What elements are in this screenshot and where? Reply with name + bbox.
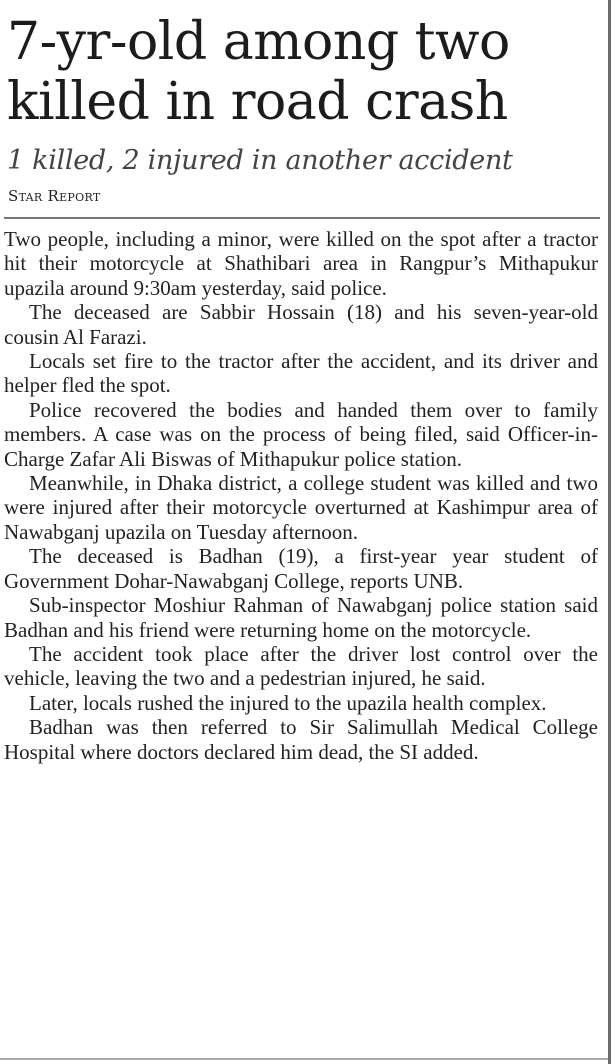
body-paragraph: Meanwhile, in Dhaka district, a college student was killed and two were injured after their motorcycle overturned at Kashimpur area of Nawabganj upazila on Tuesday afternoon. [4, 471, 598, 544]
headline: 7-yr-old among two killed in road crash [7, 12, 510, 132]
column-rule [608, 0, 611, 1064]
body-paragraph: The accident took place after the driver lost control over the vehicle, leaving the two and a pedestrian injured, he said. [4, 641, 598, 691]
article-body [4, 227, 598, 764]
body-paragraph: Two people, including a minor, were killed on the spot after a tractor hit their motorcycle at Shathibari area in Rangpur’s Mithapukur upazila around 9:30am yesterday, said police. [4, 227, 598, 300]
body-paragraph: Sub-inspector Moshiur Rahman of Nawabganj police station said Badhan and his friend were returning home on the motorcycle. [4, 593, 598, 642]
subheadline: 1 killed, 2 injured in another accident [7, 145, 513, 176]
body-paragraph: The deceased are Sabbir Hossain (18) and his seven-year-old cousin Al Farazi. [4, 300, 598, 349]
body-paragraph: Later, locals rushed the injured to the upazila health complex. [29, 690, 547, 715]
body-paragraph: Badhan was then referred to Sir Salimullah Medical College Hospital where doctors declared him dead, the SI added. [4, 715, 598, 764]
byline-divider [4, 217, 600, 219]
body-paragraph: Police recovered the bodies and handed them over to family members. A case was on the process of being filed, said Officer-in-Charge Zafar Ali Biswas of Mithapukur police station. [4, 397, 598, 471]
body-paragraph: The deceased is Badhan (19), a first-year year student of Government Dohar-Nawabganj College, reports UNB. [4, 544, 598, 593]
body-paragraph: Locals set fire to the tractor after the accident, and its driver and helper fled the spot. [4, 349, 598, 398]
byline: Star Report [8, 187, 101, 205]
bottom-rule [0, 1058, 608, 1060]
